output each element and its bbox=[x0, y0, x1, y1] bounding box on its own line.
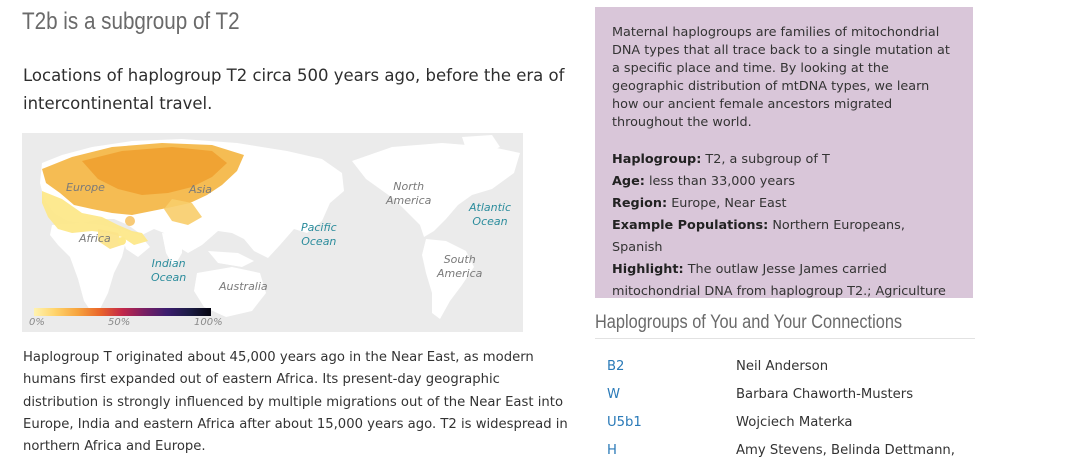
haplogroup-map bbox=[22, 133, 523, 332]
map-label-south-america: South America bbox=[437, 253, 483, 280]
map-label-pacific-ocean: Pacific Ocean bbox=[301, 221, 337, 248]
fact-value: T2, a subgroup of T bbox=[705, 152, 830, 167]
map-label-australia: Australia bbox=[219, 280, 268, 293]
fact-key: Highlight: bbox=[612, 262, 684, 277]
info-facts bbox=[612, 149, 959, 303]
legend-mid-label: 50% bbox=[108, 317, 131, 328]
fact-example-populations bbox=[612, 215, 959, 259]
map-subtitle: Locations of haplogroup T2 circa 500 years ago, before the era of intercontinental travel. bbox=[23, 66, 565, 113]
haplogroup-info-box bbox=[595, 7, 973, 298]
map-label-north-america: North America bbox=[386, 180, 432, 207]
map-label-africa: Africa bbox=[79, 232, 111, 245]
haplogroup-link[interactable]: U5b1 bbox=[607, 415, 642, 430]
connection-row bbox=[607, 440, 977, 462]
fact-age bbox=[612, 171, 959, 193]
fact-key: Example Populations: bbox=[612, 218, 769, 233]
fact-key: Haplogroup: bbox=[612, 152, 702, 167]
haplogroup-description: Haplogroup T originated about 45,000 years ago in the Near East, as modern humans first expanded out of eastern Africa. Its present-day geographic distribution is strongly influenced by multiple migrations out of the Near East into Europe, India and eastern Africa after about 15,000 years ago. T2 is widespread in northern Africa and Europe. bbox=[23, 350, 568, 455]
fact-region bbox=[612, 193, 959, 215]
section-divider bbox=[595, 338, 975, 339]
info-intro: Maternal haplogroups are families of mitochondrial DNA types that all trace back to a single mutation at a specific place and time. By looking at the geographic distribution of mtDNA types, we learn how our ancient female ancestors migrated throughout the world. bbox=[612, 25, 950, 130]
map-label-indian-ocean: Indian Ocean bbox=[151, 257, 187, 284]
fact-highlight bbox=[612, 259, 959, 303]
fact-haplogroup bbox=[612, 149, 959, 171]
fact-key: Region: bbox=[612, 196, 668, 211]
legend-min-label: 0% bbox=[29, 317, 45, 328]
haplogroup-link[interactable]: H bbox=[607, 443, 617, 458]
connection-names: Wojciech Materka bbox=[736, 415, 853, 430]
fact-value: The outlaw Jesse James carried mitochondrial DNA from haplogroup T2.; Agriculture bbox=[612, 262, 946, 299]
haplogroup-link[interactable]: B2 bbox=[607, 359, 625, 374]
connection-row bbox=[607, 384, 977, 406]
page-title: T2b is a subgroup of T2 bbox=[22, 8, 240, 35]
map-label-atlantic-ocean: Atlantic Ocean bbox=[469, 201, 512, 228]
haplogroup-link[interactable]: W bbox=[607, 387, 621, 402]
map-label-asia: Asia bbox=[189, 183, 213, 196]
fact-value: Europe, Near East bbox=[671, 196, 787, 211]
map-label-europe: Europe bbox=[66, 181, 105, 194]
fact-key: Age: bbox=[612, 174, 645, 189]
legend-max-label: 100% bbox=[194, 317, 223, 328]
fact-value: Northern Europeans, Spanish bbox=[612, 218, 905, 255]
frequency-legend-bar bbox=[34, 308, 211, 316]
connections-section-title: Haplogroups of You and Your Connections bbox=[595, 312, 903, 333]
connection-row bbox=[607, 356, 977, 378]
connection-row bbox=[607, 412, 977, 434]
fact-value: less than 33,000 years bbox=[648, 174, 795, 189]
connection-names: Neil Anderson bbox=[736, 359, 829, 374]
connection-names: Amy Stevens, Belinda Dettmann, bbox=[736, 443, 955, 458]
connection-names: Barbara Chaworth-Musters bbox=[736, 387, 914, 402]
